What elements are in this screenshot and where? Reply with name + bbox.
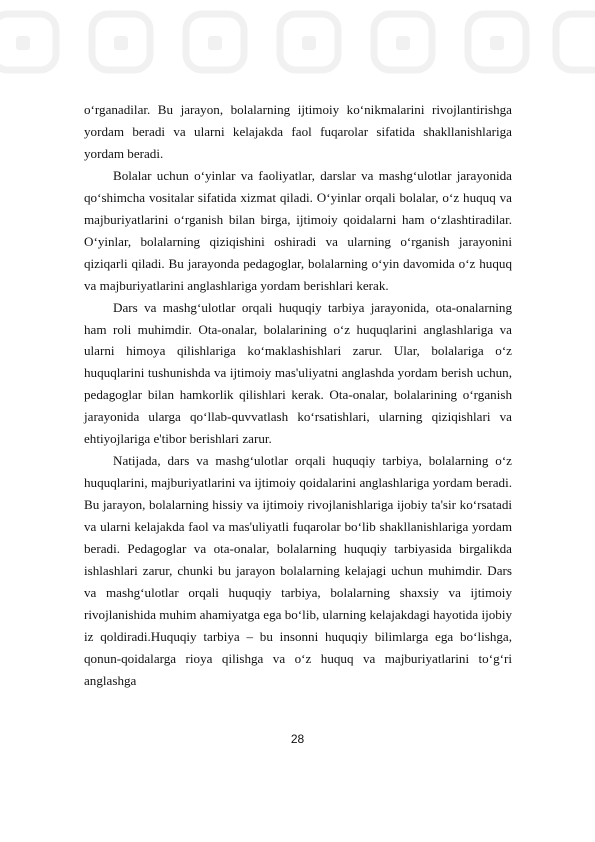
document-body <box>84 99 512 692</box>
paragraph-4: Natijada, dars va mashg‘ulotlar orqali huquqiy tarbiya, bolalarning o‘z huquqlarini, majburiyatlarini va ijtimoiy qoidalarini anglashlariga yordam beradi. Bu jarayon, bolalarning hissiy va ijtimoiy rivojlanishlariga ijobiy ta'sir ko‘rsatadi va ularni kelajakda faol va mas'uliyatli fuqarolar bo‘lib shakllanishlariga yordam beradi. Pedagoglar va ota-onalar, bolalarning huquqiy tarbiyasida birgalikda ishlashlari zarur, chunki bu jarayon bolalarning kelajagi uchun muhimdir. Dars va mashg‘ulotlar orqali huquqiy tarbiya, bolalarning shaxsiy va ijtimoiy rivojlanishida muhim ahamiyatga ega bo‘lib, ularning kelajakdagi hayotida ijobiy iz qoldiradi.Huquqiy tarbiya – bu insonni huquqiy bilimlarga ega bo‘lishga, qonun-qoidalarga rioya qilishga va o‘z huquq va majburiyatlarini to‘g‘ri anglashga <box>84 453 512 688</box>
background-watermark <box>0 0 595 80</box>
page-number: 28 <box>290 732 305 746</box>
paragraph-3: Dars va mashg‘ulotlar orqali huquqiy tarbiya jarayonida, ota-onalarning ham roli muhimdir. Ota-onalar, bolalarining o‘z huquqlarini anglashlariga va ularni himoya qilishlariga ko‘maklashishlari zarur. Ular, bolalariga o‘z huquqlarini tushunishda va ijtimoiy mas'uliyatni anglashda yordam berish uchun, pedagoglar bilan hamkorlik qilishlari kerak. Ota-onalar, bolalarining o‘rganish jarayonida ularga qo‘llab-quvvatlash ko‘rsatishlari, ularning qiziqishlari va ehtiyojlariga e'tibor berishlari zarur. <box>84 299 512 447</box>
watermark-pattern-icon <box>0 0 595 80</box>
paragraph-2: Bolalar uchun o‘yinlar va faoliyatlar, darslar va mashg‘ulotlar jarayonida qo‘shimcha vositalar sifatida xizmat qiladi. O‘yinlar orqali bolalar, o‘z huquq va majburiyatlarini o‘rganish bilan birga, ijtimoiy qoidalarni ham o‘zlashtiradilar. O‘yinlar, bolalarning qiziqishini oshiradi va ularning o‘rganish jarayonini qiziqarli qiladi. Bu jarayonda pedagoglar, bolalarning o‘yin davomida o‘z huquq va majburiyatlarini anglashlariga yordam berishlari kerak. <box>84 167 512 293</box>
paragraph-1: o‘rganadilar. Bu jarayon, bolalarning ijtimoiy ko‘nikmalarini rivojlantirishga yordam beradi va ularni kelajakda faol fuqarolar sifatida shakllanishlariga yordam beradi. <box>84 102 512 161</box>
